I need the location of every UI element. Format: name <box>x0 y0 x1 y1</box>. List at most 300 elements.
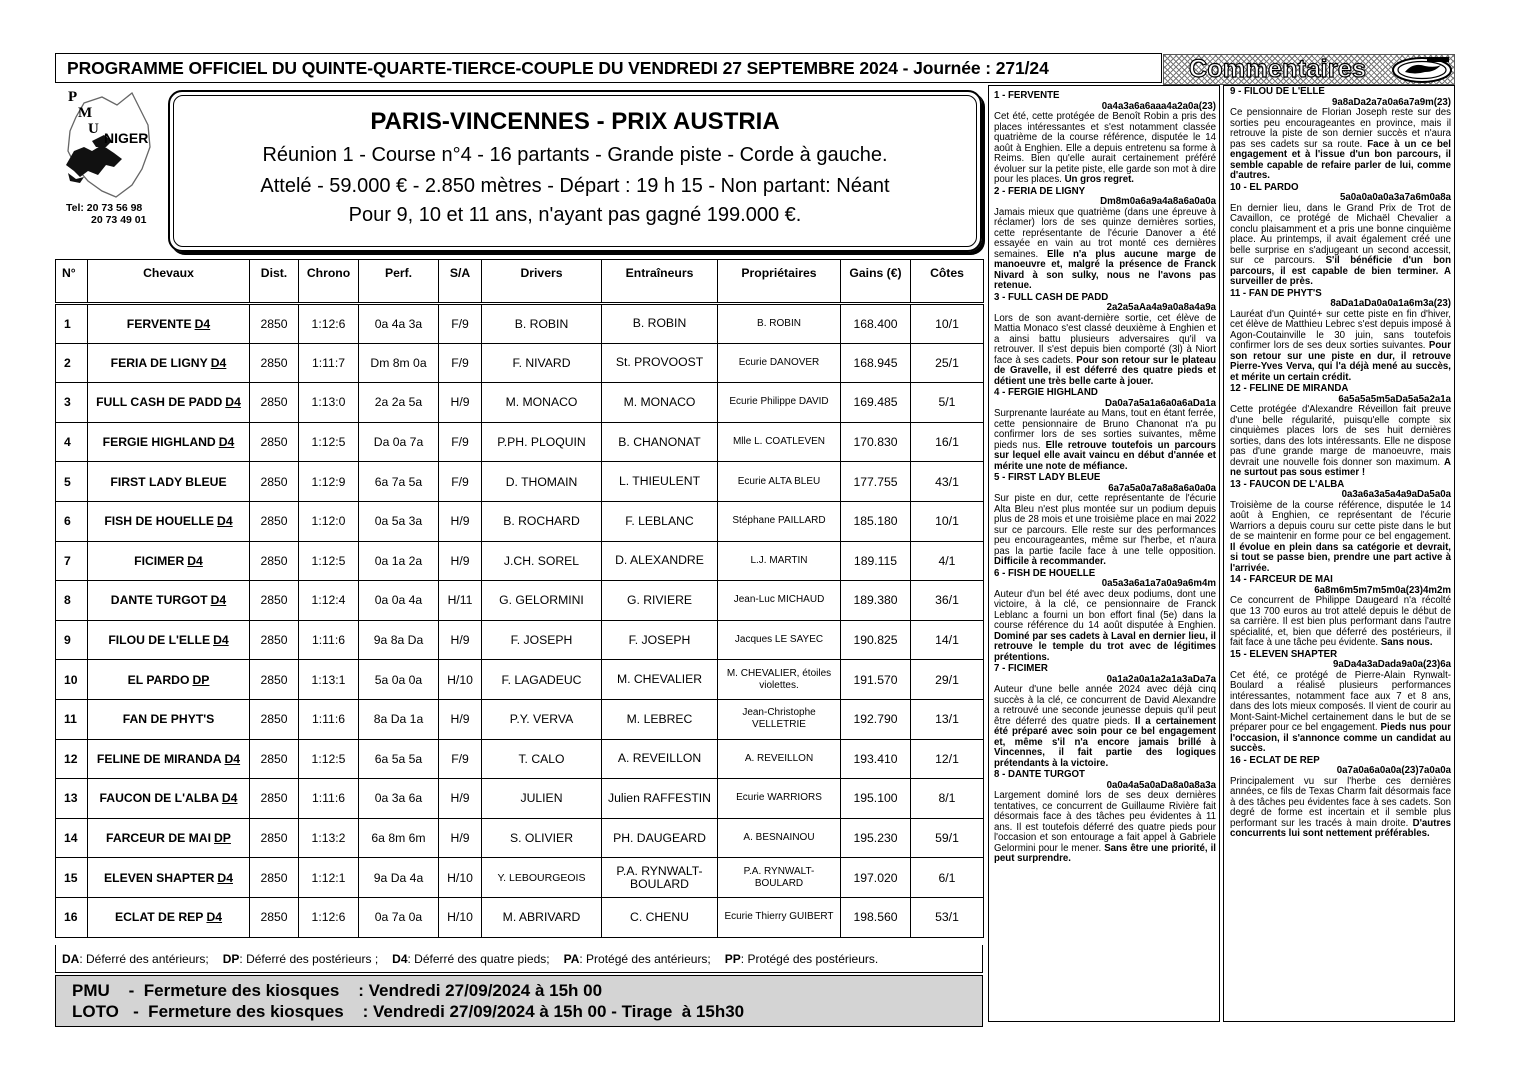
horse-name: EL PARDO <box>127 672 190 687</box>
runner-odds: 4/1 <box>911 541 984 581</box>
runner-trainer: B. ROBIN <box>602 304 718 344</box>
comment-body: Troisième de la course référence, disputée le 14 août à Enghien, ce représentant de l'écurie Warriors a depuis couru sur cette piste dans le but de se maintenir en forme pour ce bel engagement. <box>1230 499 1451 542</box>
header-earnings: Gains (€) <box>841 260 911 304</box>
runner-odds: 36/1 <box>911 581 984 621</box>
runner-distance: 2850 <box>250 897 299 937</box>
runner-performance: Da 0a 7a <box>359 422 439 462</box>
comment-body: Jamais mieux que quatrième (dans une épreuve à réclamer) lors de ses quinze dernières sorties, cette représentante de l'écurie Danover a été essayée en vain au trot monté ces dernières semaines. <box>994 206 1216 260</box>
runner-driver: D. THOMAIN <box>482 462 602 502</box>
shoeing-code: D4 <box>187 553 203 568</box>
runner-trainer: G. RIVIERE <box>602 581 718 621</box>
runner-owner: B. ROBIN <box>718 304 841 344</box>
runner-chrono: 1:13:0 <box>299 383 359 423</box>
comment-text <box>994 409 1216 472</box>
comment-text <box>1230 777 1451 840</box>
comment-verdict: Sans nous. <box>1380 637 1433 648</box>
runner-earnings: 177.755 <box>841 462 911 502</box>
runner-owner: M. CHEVALIER, étoiles violettes. <box>718 660 841 700</box>
table-row <box>56 422 984 462</box>
runner-chrono: 1:12:5 <box>299 541 359 581</box>
runner-earnings: 190.825 <box>841 620 911 660</box>
runner-horse <box>88 462 250 502</box>
runner-number: 7 <box>56 541 88 581</box>
runner-sex-age: H/10 <box>439 858 482 898</box>
runner-sex-age: H/9 <box>439 779 482 819</box>
horse-name: ECLAT DE REP <box>114 910 204 925</box>
runner-driver: P.Y. VERVA <box>482 699 602 739</box>
runner-chrono: 1:11:6 <box>299 779 359 819</box>
logo-letter-p: P <box>68 89 78 105</box>
legend-code: PA <box>563 951 580 966</box>
runner-trainer: P.A. RYNWALT-BOULARD <box>602 858 718 898</box>
runner-chrono: 1:13:1 <box>299 660 359 700</box>
runner-owner: Ecurie Thierry GUIBERT <box>718 897 841 937</box>
runner-sex-age: H/10 <box>439 660 482 700</box>
table-row <box>56 620 984 660</box>
runner-horse <box>88 699 250 739</box>
comment-title: 5 - FIRST LADY BLEUE <box>994 472 1101 483</box>
runner-number: 14 <box>56 818 88 858</box>
race-conditions-line: Attelé - 59.000 € - 2.850 mètres - Départ : 19 h 15 - Non partant: Néant <box>260 175 890 197</box>
runner-sex-age: H/9 <box>439 818 482 858</box>
runner-odds: 25/1 <box>911 343 984 383</box>
runner-driver: F. NIVARD <box>482 343 602 383</box>
runner-number: 4 <box>56 422 88 462</box>
runner-distance: 2850 <box>250 343 299 383</box>
horse-name: FICIMER <box>134 553 185 568</box>
comment-entry <box>994 473 1216 568</box>
comment-verdict: Sans être une priorité, il peut surprendre. <box>994 842 1216 864</box>
shoeing-code: D4 <box>213 633 229 648</box>
comment-entry <box>994 664 1216 769</box>
table-row <box>56 343 984 383</box>
table-row <box>56 383 984 423</box>
runner-odds: 53/1 <box>911 897 984 937</box>
comment-title: 16 - ECLAT DE REP <box>1230 754 1320 766</box>
comment-title: 8 - DANTE TURGOT <box>994 769 1085 780</box>
runner-distance: 2850 <box>250 739 299 779</box>
comment-musique: 6a5a5a5m5aDa5a5a2a1a <box>1338 393 1451 405</box>
runner-driver: J.CH. SOREL <box>482 541 602 581</box>
comment-body: Cette protégée d'Alexandre Réveillon fait preuve d'une belle régularité, puisqu'elle compte six cinquièmes places lors de ses huit dernières sorties, dans des lots intéressants. Elle ne dispose pas d'une grande marge de manoeuvre, mais devrait une nouvelle fois donner son maximum. <box>1230 404 1451 468</box>
runner-odds: 29/1 <box>911 660 984 700</box>
runner-chrono: 1:12:1 <box>299 858 359 898</box>
runner-distance: 2850 <box>250 818 299 858</box>
runner-driver: M. ABRIVARD <box>482 897 602 937</box>
logo-letter-m: M <box>78 105 93 121</box>
runner-performance: Dm 8m 0a <box>359 343 439 383</box>
runner-sex-age: F/9 <box>439 343 482 383</box>
commentaires-title: Commentaires <box>1189 55 1367 83</box>
comment-body: Lors de son avant-dernière sortie, cet élève de Mattia Monaco s'est classé deuxième à Enghien et a ainsi battu plusieurs adversaires qu'il va retrouver. Il s'est depuis bien comporté (3l) à Niort face à ses cadets. <box>994 312 1216 366</box>
comment-musique: 9aDa4a3aDada9a0a(23)6a <box>1333 659 1451 670</box>
runner-odds: 16/1 <box>911 422 984 462</box>
comment-entry <box>1230 650 1451 755</box>
runner-horse <box>88 818 250 858</box>
comment-title: 9 - FILOU DE L'ELLE <box>1230 86 1325 97</box>
race-meeting-line: Réunion 1 - Course n°4 - 16 partants - Grande piste - Corde à gauche. <box>262 144 888 166</box>
runner-number: 2 <box>56 343 88 383</box>
comment-text <box>1230 501 1451 575</box>
comment-text <box>994 791 1216 865</box>
comment-body: Cet été, ce protégé de Pierre-Alain Rynwalt-Boulard a réalisé plusieurs performances intéressantes, notamment face aux 7 et 8 ans, dans des lots mieux composés. Il vient de courir au Mont-Saint-Michel certainement dans le but de se préparer pour ce bel engagement. <box>1230 669 1451 733</box>
runner-performance: 0a 4a 3a <box>359 304 439 344</box>
runner-horse <box>88 541 250 581</box>
runner-odds: 12/1 <box>911 739 984 779</box>
runner-horse <box>88 858 250 898</box>
runner-odds: 59/1 <box>911 818 984 858</box>
runner-chrono: 1:12:6 <box>299 304 359 344</box>
runner-sex-age: F/9 <box>439 462 482 502</box>
runner-owner: Mlle L. COATLEVEN <box>718 422 841 462</box>
runner-trainer: M. LEBREC <box>602 699 718 739</box>
table-row <box>56 818 984 858</box>
runner-distance: 2850 <box>250 501 299 541</box>
runner-earnings: 197.020 <box>841 858 911 898</box>
runner-odds: 8/1 <box>911 779 984 819</box>
legend-description: : Protégé des antérieurs; <box>579 951 711 966</box>
runner-sex-age: F/9 <box>439 422 482 462</box>
runner-horse <box>88 343 250 383</box>
runner-chrono: 1:11:6 <box>299 620 359 660</box>
table-row <box>56 541 984 581</box>
comment-title: 11 - FAN DE PHYT'S <box>1230 287 1322 299</box>
runner-performance: 0a 3a 6a <box>359 779 439 819</box>
shoeing-code: D4 <box>225 395 241 410</box>
comment-title: 14 - FARCEUR DE MAI <box>1230 574 1333 585</box>
comment-entry <box>1230 756 1451 840</box>
runner-distance: 2850 <box>250 383 299 423</box>
runner-sex-age: H/9 <box>439 501 482 541</box>
runner-earnings: 168.400 <box>841 304 911 344</box>
runner-performance: 9a Da 4a <box>359 858 439 898</box>
header-chrono: Chrono <box>299 260 359 304</box>
comment-musique: 6a7a5a0a7a8a8a6a0a0a <box>1108 482 1216 494</box>
runner-odds: 5/1 <box>911 383 984 423</box>
comment-musique: Da0a7a5a1a6a0a6aDa1a <box>1105 397 1216 409</box>
comment-text <box>994 590 1216 664</box>
comment-musique: 0a5a3a6a1a7a0a9a6m4m <box>1101 578 1216 589</box>
runner-performance: 9a 8a Da <box>359 620 439 660</box>
horse-name: DANTE TURGOT <box>110 593 208 608</box>
runner-number: 12 <box>56 739 88 779</box>
horse-name: FAUCON DE L'ALBA <box>99 791 219 806</box>
comment-body: En dernier lieu, dans le Grand Prix de Trot de Cavaillon, ce protégé de Michaël Chevalier a conclu plaisamment et a pris une bonne cinquième place. Au printemps, il avait également créé une belle surprise en s'adjugeant un second accessit, sur ce parcours. <box>1230 202 1451 266</box>
comment-musique: 0a4a3a6a6aaa4a2a0a(23) <box>1101 100 1216 112</box>
comment-text <box>1230 310 1451 384</box>
comment-body: Auteur d'une belle année 2024 avec déjà cinq succès à la clé, ce concurrent de David Alexandre a retrouvé une seconde jeunesse depuis qu'il peut être déferré des quatre pieds. <box>994 684 1216 727</box>
comment-title: 3 - FULL CASH DE PADD <box>994 291 1109 303</box>
comment-musique: 9a8aDa2a7a0a6a7a9m(23) <box>1331 96 1451 108</box>
runner-performance: 8a Da 1a <box>359 699 439 739</box>
runner-trainer: C. CHENU <box>602 897 718 937</box>
runner-distance: 2850 <box>250 858 299 898</box>
runner-earnings: 195.100 <box>841 779 911 819</box>
runner-earnings: 193.410 <box>841 739 911 779</box>
comment-text <box>1230 671 1451 755</box>
runner-number: 3 <box>56 383 88 423</box>
runner-driver: P.PH. PLOQUIN <box>482 422 602 462</box>
runner-sex-age: F/9 <box>439 304 482 344</box>
runner-sex-age: H/10 <box>439 897 482 937</box>
runner-performance: 0a 5a 3a <box>359 501 439 541</box>
table-row <box>56 897 984 937</box>
runner-earnings: 191.570 <box>841 660 911 700</box>
table-row <box>56 304 984 344</box>
shoeing-code: D4 <box>194 316 211 331</box>
runner-sex-age: F/9 <box>439 739 482 779</box>
runner-chrono: 1:12:5 <box>299 422 359 462</box>
legend-description: : Protégé des postérieurs. <box>740 951 879 966</box>
legend-code: PP <box>724 951 741 966</box>
runner-driver: M. MONACO <box>482 383 602 423</box>
legend-code: DP <box>222 951 240 966</box>
runner-chrono: 1:12:6 <box>299 897 359 937</box>
header-number: N° <box>56 260 88 304</box>
comment-verdict: Elle n'a plus aucune marge de manoeuvre et, malgré la présence de Franck Nivard à son sulky, nous ne l'avons pas retenue. <box>994 248 1216 291</box>
comment-body: Cet été, cette protégée de Benoît Robin a pris des places intéressantes et s'est notamment classée quatrième de la course référence, disputée le 14 août à Enghien. Elle a depuis entretenu sa forme à Reims. Bien qu'elle aurait certainement préféré évoluer sur la petite piste, elle garde son mot à dire pour les places. <box>994 111 1216 185</box>
header-trainers: Entraîneurs <box>602 260 718 304</box>
runner-trainer: B. CHANONAT <box>602 422 718 462</box>
runner-distance: 2850 <box>250 620 299 660</box>
runner-horse <box>88 304 250 344</box>
runner-horse <box>88 897 250 937</box>
runner-driver: G. GELORMINI <box>482 581 602 621</box>
comment-verdict: Elle retrouve toutefois un parcours sur lequel elle avait vaincu en début d'année et mérite une note de méfiance. <box>994 439 1216 472</box>
header-distance: Dist. <box>250 260 299 304</box>
runner-driver: B. ROCHARD <box>482 501 602 541</box>
table-header-row <box>56 260 984 304</box>
shoeing-code: D4 <box>224 751 241 766</box>
legend-description: : Déferré des quatre pieds; <box>407 951 550 966</box>
comment-text <box>1230 596 1451 649</box>
comment-verdict: Il a certainement été préparé avec soin pour ce bel engagement et, même s'il n'a encore jamais brillé à Vincennes, il fait partie des logiques prétendants à la victoire. <box>994 715 1216 769</box>
comments-column-1 <box>988 85 1220 1022</box>
comment-verdict: Pieds nus pour l'occasion, il s'annonce comme un candidat au succès. <box>1230 722 1451 754</box>
runner-driver: F. LAGADEUC <box>482 660 602 700</box>
runner-distance: 2850 <box>250 699 299 739</box>
comment-body: Surprenante lauréate au Mans, tout en étant ferrée, cette pensionnaire de Bruno Chanonat n'a pu confirmer lors de ses sorties suivantes, même pieds nus. <box>994 408 1216 451</box>
comment-text <box>994 112 1216 186</box>
runner-distance: 2850 <box>250 304 299 344</box>
runner-driver: F. JOSEPH <box>482 620 602 660</box>
runner-driver: B. ROBIN <box>482 304 602 344</box>
comment-text <box>1230 108 1451 182</box>
table-row <box>56 858 984 898</box>
comment-musique: 0a3a6a3a5a4a9aDa5a0a <box>1341 489 1451 500</box>
legend-code: D4 <box>392 951 408 966</box>
runner-sex-age: H/9 <box>439 699 482 739</box>
horse-name: ELEVEN SHAPTER <box>104 870 215 885</box>
table-row <box>56 501 984 541</box>
runner-odds: 14/1 <box>911 620 984 660</box>
horse-name: FIRST LADY BLEUE <box>110 474 227 489</box>
runner-number: 6 <box>56 501 88 541</box>
header-performance: Perf. <box>359 260 439 304</box>
comment-entry <box>994 569 1216 664</box>
closing-times-box <box>55 975 983 1027</box>
comment-musique: 6a8m6m5m7m5m0a(23)4m2m <box>1314 584 1451 596</box>
phone-line-2: 20 73 49 01 <box>91 214 147 226</box>
runner-driver: JULIEN <box>482 779 602 819</box>
runner-number: 16 <box>56 897 88 937</box>
shoeing-code: DP <box>214 831 231 846</box>
horse-name: FELINE DE MIRANDA <box>96 751 222 766</box>
runners-table <box>55 259 984 938</box>
pmu-emblem-icon <box>1391 56 1453 84</box>
comment-text <box>994 685 1216 769</box>
runner-horse <box>88 422 250 462</box>
comment-text <box>1230 405 1451 479</box>
runner-number: 13 <box>56 779 88 819</box>
runner-number: 15 <box>56 858 88 898</box>
phone-line-1: Tel: 20 73 56 98 <box>66 202 143 214</box>
runner-chrono: 1:11:6 <box>299 699 359 739</box>
runner-earnings: 185.180 <box>841 501 911 541</box>
runner-owner: Ecurie WARRIORS <box>718 779 841 819</box>
comment-entry <box>1230 87 1451 182</box>
runner-odds: 6/1 <box>911 858 984 898</box>
logo-letter-u: U <box>88 121 99 137</box>
comments-column-2 <box>1223 85 1455 1022</box>
comment-body: Ce pensionnaire de Florian Joseph reste sur des sorties peu encourageantes en province, mais il retrouve la piste de son dernier succès et n'aura pas ses cadets sur sa route. <box>1230 107 1451 150</box>
runner-earnings: 170.830 <box>841 422 911 462</box>
race-eligibility-line: Pour 9, 10 et 11 ans, n'ayant pas gagné 199.000 €. <box>348 204 802 226</box>
comment-text <box>994 314 1216 388</box>
shoeing-code: D4 <box>218 435 235 450</box>
comment-musique: 8aDa1aDa0a0a1a6m3a(23) <box>1330 298 1451 309</box>
comment-body: Largement dominé lors de ses deux dernières tentatives, ce concurrent de Guillaume Rivière fait désormais face à des tâches peu évidentes à 11 ans. Il est toutefois déferré des quatre pieds pour l'occasion et son entourage a fait appel à Gabriele Gelormini pour le mener. <box>994 790 1216 854</box>
runner-trainer: F. JOSEPH <box>602 620 718 660</box>
runner-owner: Stéphane PAILLARD <box>718 501 841 541</box>
comment-entry <box>994 91 1216 186</box>
runner-performance: 0a 7a 0a <box>359 897 439 937</box>
comment-title: 2 - FERIA DE LIGNY <box>994 185 1086 197</box>
runner-odds: 10/1 <box>911 304 984 344</box>
runner-horse <box>88 739 250 779</box>
comment-title: 1 - FERVENTE <box>994 90 1060 101</box>
runner-earnings: 168.945 <box>841 343 911 383</box>
runner-sex-age: H/11 <box>439 581 482 621</box>
runner-earnings: 195.230 <box>841 818 911 858</box>
runner-earnings: 189.115 <box>841 541 911 581</box>
runner-sex-age: H/9 <box>439 383 482 423</box>
legend-description: : Déferré des postérieurs ; <box>239 951 379 966</box>
comment-entry <box>1230 183 1451 288</box>
runner-odds: 43/1 <box>911 462 984 502</box>
comment-verdict: Il évolue en plein dans sa catégorie et devrait, si tout se passe bien, prendre une part active à l'arrivée. <box>1230 541 1451 574</box>
comment-body: Sur piste en dur, cette représentante de l'écurie Alta Bleu n'est plus montée sur un podium depuis plus de 28 mois et une troisième place en mai 2022 sur ce parcours. Elle reste sur des performances peu encourageantes, même sur l'herbe, et n'aura pas la partie facile face à une telle opposition. <box>994 493 1216 557</box>
comment-musique: 0a1a2a0a1a2a1a3aDa7a <box>1106 673 1216 685</box>
horse-name: FARCEUR DE MAI <box>106 831 211 846</box>
horse-name: FULL CASH DE PADD <box>96 395 223 410</box>
runner-sex-age: H/9 <box>439 541 482 581</box>
runner-performance: 0a 1a 2a <box>359 541 439 581</box>
runner-distance: 2850 <box>250 422 299 462</box>
runner-chrono: 1:11:7 <box>299 343 359 383</box>
table-row <box>56 462 984 502</box>
runner-owner: P.A. RYNWALT-BOULARD <box>718 858 841 898</box>
comment-musique: 0a0a4a5a0aDa8a0a8a3a <box>1106 779 1216 791</box>
runner-performance: 6a 7a 5a <box>359 462 439 502</box>
pmu-niger-logo <box>62 85 162 200</box>
comment-body: Principalement vu sur l'herbe ces dernières années, ce fils de Texas Charm fait désormais face à des tâches peu évidentes face à ses cadets. Son degré de forme est incertain et il semble plus performant sur les tracés à main droite. <box>1230 775 1451 829</box>
comment-text <box>994 494 1216 568</box>
runner-distance: 2850 <box>250 581 299 621</box>
table-row <box>56 699 984 739</box>
runner-trainer: F. LEBLANC <box>602 501 718 541</box>
runner-number: 8 <box>56 581 88 621</box>
comment-verdict: D'autres concurrents lui sont nettement préférables. <box>1230 817 1451 839</box>
header-sex-age: S/A <box>439 260 482 304</box>
runner-horse <box>88 779 250 819</box>
comment-entry <box>1230 480 1451 575</box>
horse-name: FISH DE HOUELLE <box>104 514 215 529</box>
shoeing-code: D4 <box>210 355 227 370</box>
runner-chrono: 1:13:2 <box>299 818 359 858</box>
runner-number: 5 <box>56 462 88 502</box>
header-drivers: Drivers <box>482 260 602 304</box>
shoeing-code: DP <box>192 672 210 687</box>
table-row <box>56 779 984 819</box>
shoeing-legend <box>55 945 983 973</box>
runner-sex-age: H/9 <box>439 620 482 660</box>
runner-driver: S. OLIVIER <box>482 818 602 858</box>
runner-performance: 5a 0a 0a <box>359 660 439 700</box>
comment-title: 7 - FICIMER <box>994 663 1048 674</box>
runner-performance: 0a 0a 4a <box>359 581 439 621</box>
comment-title: 15 - ELEVEN SHAPTER <box>1230 648 1338 660</box>
runner-number: 10 <box>56 660 88 700</box>
comment-musique: Dm8m0a6a9a4a8a6a0a0a <box>1100 196 1216 207</box>
comment-title: 6 - FISH DE HOUELLE <box>994 567 1096 579</box>
runner-trainer: Julien RAFFESTIN <box>602 779 718 819</box>
horse-name: FILOU DE L'ELLE <box>108 633 211 648</box>
runner-earnings: 189.380 <box>841 581 911 621</box>
runner-trainer: D. ALEXANDRE <box>602 541 718 581</box>
horse-name: FERVENTE <box>126 316 192 331</box>
runner-earnings: 169.485 <box>841 383 911 423</box>
loto-closing-time: LOTO - Fermeture des kiosques : Vendredi 27/09/2024 à 15h 00 - Tirage à 15h30 <box>72 1002 745 1021</box>
table-row <box>56 660 984 700</box>
comment-entry <box>994 187 1216 292</box>
runner-chrono: 1:12:5 <box>299 739 359 779</box>
runner-owner: Ecurie DANOVER <box>718 343 841 383</box>
comment-verdict: Un gros regret. <box>1064 174 1135 185</box>
runner-performance: 2a 2a 5a <box>359 383 439 423</box>
runner-horse <box>88 501 250 541</box>
comment-body: Lauréat d'un Quinté+ sur cette piste en fin d'hiver, cet élève de Matthieu Lebrec s'est depuis imposé à Agon-Coutainville le 30 juin, sans toutefois confirmer lors de ses deux sorties suivantes. <box>1230 308 1451 351</box>
shoeing-code: D4 <box>210 593 227 608</box>
comment-text <box>994 208 1216 292</box>
comment-entry <box>1230 575 1451 649</box>
comment-text <box>1230 204 1451 288</box>
table-row <box>56 581 984 621</box>
shoeing-code: D4 <box>217 514 233 529</box>
runner-horse <box>88 660 250 700</box>
runner-horse <box>88 383 250 423</box>
runner-trainer: PH. DAUGEARD <box>602 818 718 858</box>
runner-earnings: 192.790 <box>841 699 911 739</box>
runner-distance: 2850 <box>250 779 299 819</box>
comment-title: 4 - FERGIE HIGHLAND <box>994 387 1098 398</box>
runner-owner: A. REVEILLON <box>718 739 841 779</box>
comment-verdict: A ne surtout pas sous estimer ! <box>1230 456 1451 478</box>
runner-owner: Jean-Luc MICHAUD <box>718 581 841 621</box>
program-banner: PROGRAMME OFFICIEL DU QUINTE-QUARTE-TIERCE-COUPLE DU VENDREDI 27 SEPTEMBRE 2024 - Journée : 271/24 <box>55 53 1162 83</box>
comment-musique: 5a0a0a0a0a3a7a6m0a8a <box>1340 192 1451 203</box>
comment-entry <box>1230 384 1451 479</box>
